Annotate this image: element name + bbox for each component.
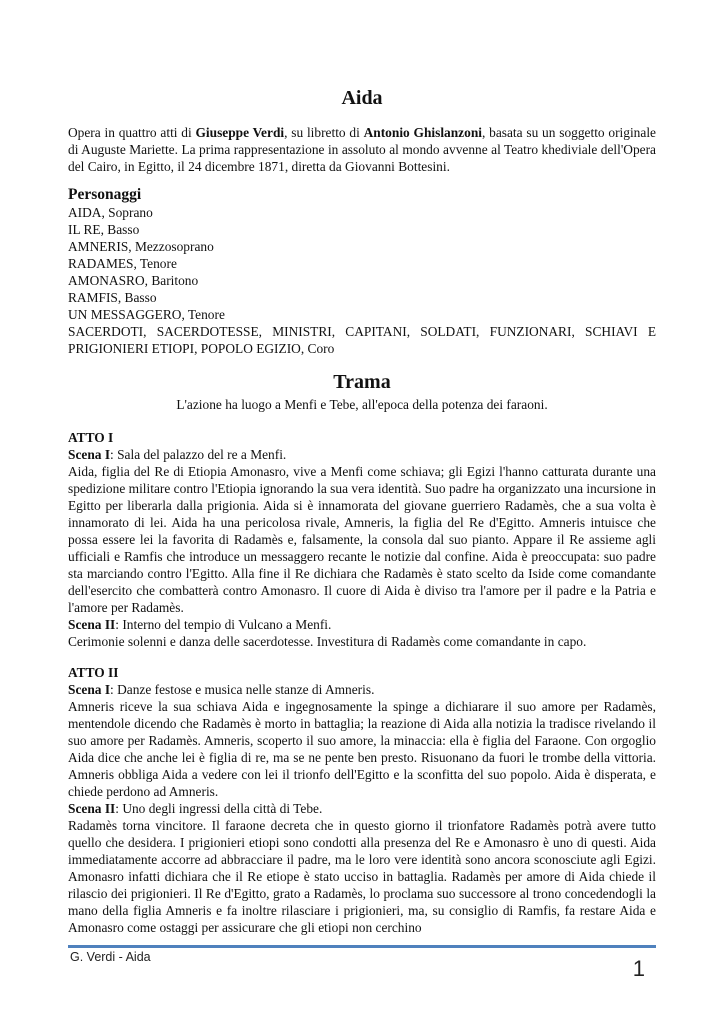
plot-subtitle: L'azione ha luogo a Menfi e Tebe, all'epoca della potenza dei faraoni. [176, 397, 548, 412]
act1-scene1-place: : Sala del palazzo del re a Menfi. [110, 447, 287, 462]
plot-title: Trama [333, 371, 391, 393]
intro-text-1: Opera in quattro atti di [68, 125, 196, 140]
act2-scene2-header [68, 800, 656, 817]
footer-label: G. Verdi - Aida [70, 950, 151, 964]
act1-scene1-header [68, 446, 656, 463]
characters-heading: Personaggi [68, 186, 142, 203]
character-item: AIDA, Soprano [68, 205, 153, 220]
intro-text-2: , su libretto di [284, 125, 364, 140]
act1-scene1-label: Scena I [68, 447, 111, 462]
act1-scene2-header [68, 616, 656, 633]
act2-scene2-place: : Uno degli ingressi della città di Tebe. [115, 801, 323, 816]
character-item: RADAMES, Tenore [68, 256, 177, 271]
act2-scene1-header [68, 681, 656, 698]
act1-scene1-text: Aida, figlia del Re di Etiopia Amonasro, vive a Menfi come schiava; gli Egizi l'hanno catturata durante una spedizione militare contro l'Etiopia ignorando la sua vera identità. Suo padre ha organizzato una incursione in Egitto per liberarla dalla prigionia. Aida si è innamorata del giovane guerriero Radamès, che a sua volta è innamorato di lei. Aida ha una pericolosa rivale, Amneris, la figlia del Re d'Egitto. Amneris intuisce che possa essere lei la favorita di Radamès e, falsamente, la consola dal suo pianto. Appare il Re assieme agli ufficiali e Ramfis che introduce un messaggero recante le notizie dal confine. Aida è preoccupata: suo padre sta marciando contro l'Egitto. Alla fine il Re dichiara che Radamès è stato scelto da Iside come comandante dell'esercito che combatterà contro Amonasro. Il cuore di Aida è diviso tra l'amore per il padre e la Patria e l'amore per Radamès. [68, 464, 656, 615]
character-item: SACERDOTI, SACERDOTESSE, MINISTRI, CAPITANI, SOLDATI, FUNZIONARI, SCHIAVI E PRIGIONIERI ETIOPI, POPOLO EGIZIO, Coro [68, 324, 656, 356]
intro-paragraph [68, 124, 656, 175]
act2-scene2-label: Scena II [68, 801, 116, 816]
character-item: AMONASRO, Baritono [68, 273, 199, 288]
spacer [68, 650, 656, 664]
librettist-name: Antonio Ghislanzoni [363, 125, 482, 140]
character-item: RAMFIS, Basso [68, 290, 157, 305]
composer-name: Giuseppe Verdi [195, 125, 285, 140]
document-title: Aida [341, 87, 383, 109]
act2-scene1-place: : Danze festose e musica nelle stanze di Amneris. [110, 682, 375, 697]
intro-text-3: , basata su un soggetto originale di Auguste Mariette. La prima rappresentazione in assoluto al mondo avvenne al Teatro khediviale dell'Opera del Cairo, in Egitto, il 24 dicembre 1871, diretta da Giovanni Bottesini. [68, 125, 656, 174]
act1-scene2-place: : Interno del tempio di Vulcano a Menfi. [115, 617, 332, 632]
footer-divider [68, 945, 656, 948]
document-page [68, 86, 656, 936]
character-item: IL RE, Basso [68, 222, 140, 237]
act1-heading: ATTO I [68, 430, 114, 445]
act1-scene2-label: Scena II [68, 617, 116, 632]
act2-scene2-text: Radamès torna vincitore. Il faraone decreta che in questo giorno il trionfatore Radamès potrà avere tutto quello che desidera. I prigionieri etiopi sono condotti alla presenza del Re e Amonasro è uno di questi. Aida immediatamente accorre ad abbracciare il padre, ma le loro vere identità sono ancora sconosciute agli Egizi. Amonasro infatti dichiara che il Re etiope è stato ucciso in battaglia. Radamès per amore di Aida chiede il rilascio dei prigionieri. Il Re d'Egitto, grato a Radamès, lo proclama suo successore al trono concedendogli la mano della figlia Amneris e fa inoltre rilasciare i prigionieri, ma, su consiglio di Ramfis, fa restare Aida e Amonasro come ostaggi per assicurare che gli etiopi non cerchino [68, 818, 656, 935]
character-item: UN MESSAGGERO, Tenore [68, 307, 225, 322]
page-number: 1 [632, 956, 645, 981]
characters-list [68, 204, 656, 357]
act2-scene1-text: Amneris riceve la sua schiava Aida e ingegnosamente la spinge a dichiarare il suo amore per Radamès, mentendole dicendo che Radamès è morto in battaglia; la reazione di Aida alla notizia la tradisce rivelando il suo amore per Radamès. Amneris, scoperto il suo amore, la minaccia: ella è figlia del Faraone. Con orgoglio Aida dice che anche lei è figlia di re, ma se ne pente ben presto. Risuonano da fuori le trombe della vittoria. Amneris obbliga Aida a vedere con lei il trionfo dell'Egitto e la sconfitta del suo popolo. Aida è disperata, e chiede perdono ad Amneris. [68, 699, 656, 799]
act1-scene2-text: Cerimonie solenni e danza delle sacerdotesse. Investitura di Radamès come comandante in capo. [68, 634, 587, 649]
character-item: AMNERIS, Mezzosoprano [68, 239, 214, 254]
act2-scene1-label: Scena I [68, 682, 111, 697]
act2-heading: ATTO II [68, 665, 119, 680]
